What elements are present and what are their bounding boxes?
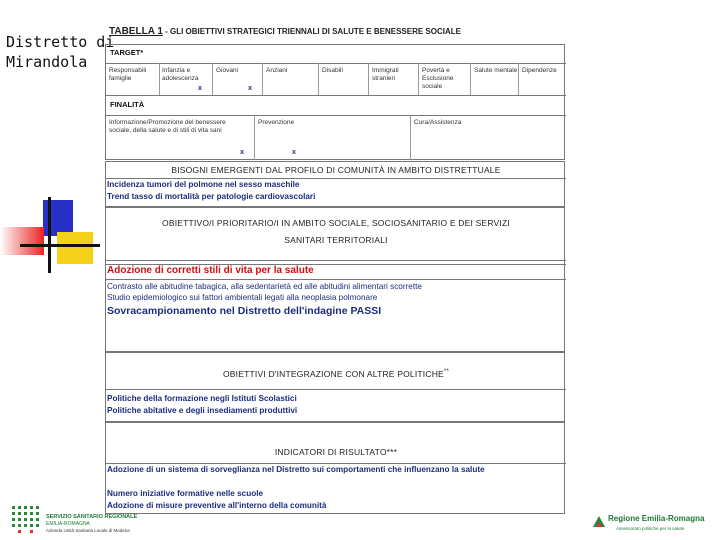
target-mark: x [248,85,252,92]
obiettivi-title: OBIETTIVO/I PRIORITARIO/I IN AMBITO SOCIALE, SOCIOSANITARIO E DEI SERVIZI [162,218,510,228]
divider [106,95,566,96]
indicatori-item: Adozione di un sistema di sorveglianza nel Distretto sui comportamenti che influenzano la salute [107,465,485,474]
col-divider [254,115,255,160]
side-title [6,32,114,72]
target-col: Salute mentale [474,67,518,74]
finalita-col: Informazione/Promozione del benessere sociale, della salute e di stili di vita sani [109,119,226,134]
finalita-col: Cura/Assistenza [414,119,462,126]
col-divider [318,63,319,95]
col-divider [418,63,419,95]
finalita-heading: FINALITÀ [110,100,145,109]
target-col: Responsabili famiglie [109,67,147,82]
col-divider [212,63,213,95]
table-title [109,26,549,37]
regione-logo [592,514,716,538]
target-col: Infanzia e adolescenza [162,67,199,82]
obiettivi-line: Contrasto alle abitudine tabagica, alla sedentarietà ed alle abitudini alimentari scorrette [107,282,422,291]
side-title-line: Distretto di [6,33,115,51]
regione-emblem-icon [592,514,606,528]
divider [106,178,566,179]
regione-logo-sub: Assessorato politiche per la salute [616,526,685,531]
obiettivi-section [105,207,565,352]
finalita-col: Prevenzione [258,119,295,126]
bisogni-item: Incidenza tumori del polmone nel sesso maschile [107,180,300,189]
target-heading: TARGET* [110,48,144,57]
divider [106,389,566,390]
col-divider [410,115,411,160]
bisogni-title: BISOGNI EMERGENTI DAL PROFILO DI COMUNITÀ IN AMBITO DISTRETTUALE [171,165,501,175]
target-col: Giovani [216,67,239,74]
ssr-dot-grid-icon [10,504,42,536]
obiettivi-title-line2: SANITARI TERRITORIALI [284,235,388,245]
table-title-rest: - GLI OBIETTIVI STRATEGICI TRIENNALI DI SALUTE E BENESSERE SOCIALE [162,27,461,36]
indicatori-section [105,422,565,514]
divider [106,279,566,280]
obiettivi-highlight: Sovracampionamento nel Distretto dell'indagine PASSI [107,305,382,317]
integrazione-item: Politiche abitative e degli insediamenti produttivi [107,406,298,415]
table-title-label: TABELLA 1 [109,26,163,37]
obiettivi-headline: Adozione di corretti stili di vita per la salute [107,265,314,276]
target-col: Anziani [266,67,288,74]
ssr-logo-line2: EMILIA-ROMAGNA [46,521,90,527]
divider [106,63,566,64]
red-square [0,227,44,255]
finalita-mark: x [240,149,244,156]
divider [106,463,566,464]
ssr-logo-line3: Azienda Unità Sanitaria Locale di Modena [46,528,130,533]
col-divider [159,63,160,95]
regione-logo-name: Regione Emilia-Romagna [608,514,705,523]
target-col: Immigrati stranieri [372,67,399,82]
integrazione-title-suffix: ** [443,369,449,376]
horizontal-bar [20,244,100,247]
ssr-logo-line1: SERVIZIO SANITARIO REGIONALE [46,514,138,520]
target-col: Dipendenze [522,67,557,74]
divider [106,260,566,261]
integrazione-section [105,352,565,422]
col-divider [518,63,519,95]
divider [106,115,566,116]
bisogni-section [105,161,565,207]
indicatori-title [106,447,566,457]
indicatori-title-text: INDICATORI DI RISULTATO [274,447,387,457]
target-col: Disabili [322,67,343,74]
col-divider [368,63,369,95]
vertical-bar [48,197,51,273]
ssr-logo [10,502,190,538]
yellow-square [57,232,93,264]
col-divider [262,63,263,95]
target-col: Povertà e Esclusione sociale [422,67,454,90]
col-divider [470,63,471,95]
obiettivi-line: Studio epidemiologico sui fattori ambientali legati alla neoplasia polmonare [107,293,378,302]
indicatori-item: Numero iniziative formative nelle scuole [107,489,264,498]
bisogni-item: Trend tasso di mortalità per patologie cardiovascolari [107,192,316,201]
integrazione-item: Politiche della formazione negli Istituti Scolastici [107,394,297,403]
indicatori-title-suffix: *** [386,447,398,457]
indicatori-item: Adozione di misure preventive all'interno della comunità [107,501,327,510]
target-mark: x [198,85,202,92]
objectives-sheet [105,26,567,514]
integrazione-title [106,369,566,379]
finalita-mark: x [292,149,296,156]
target-finalita-table [105,44,565,160]
integrazione-title-text: OBIETTIVI D'INTEGRAZIONE CON ALTRE POLITICHE [223,369,444,379]
side-title-line: Mirandola [6,53,88,71]
